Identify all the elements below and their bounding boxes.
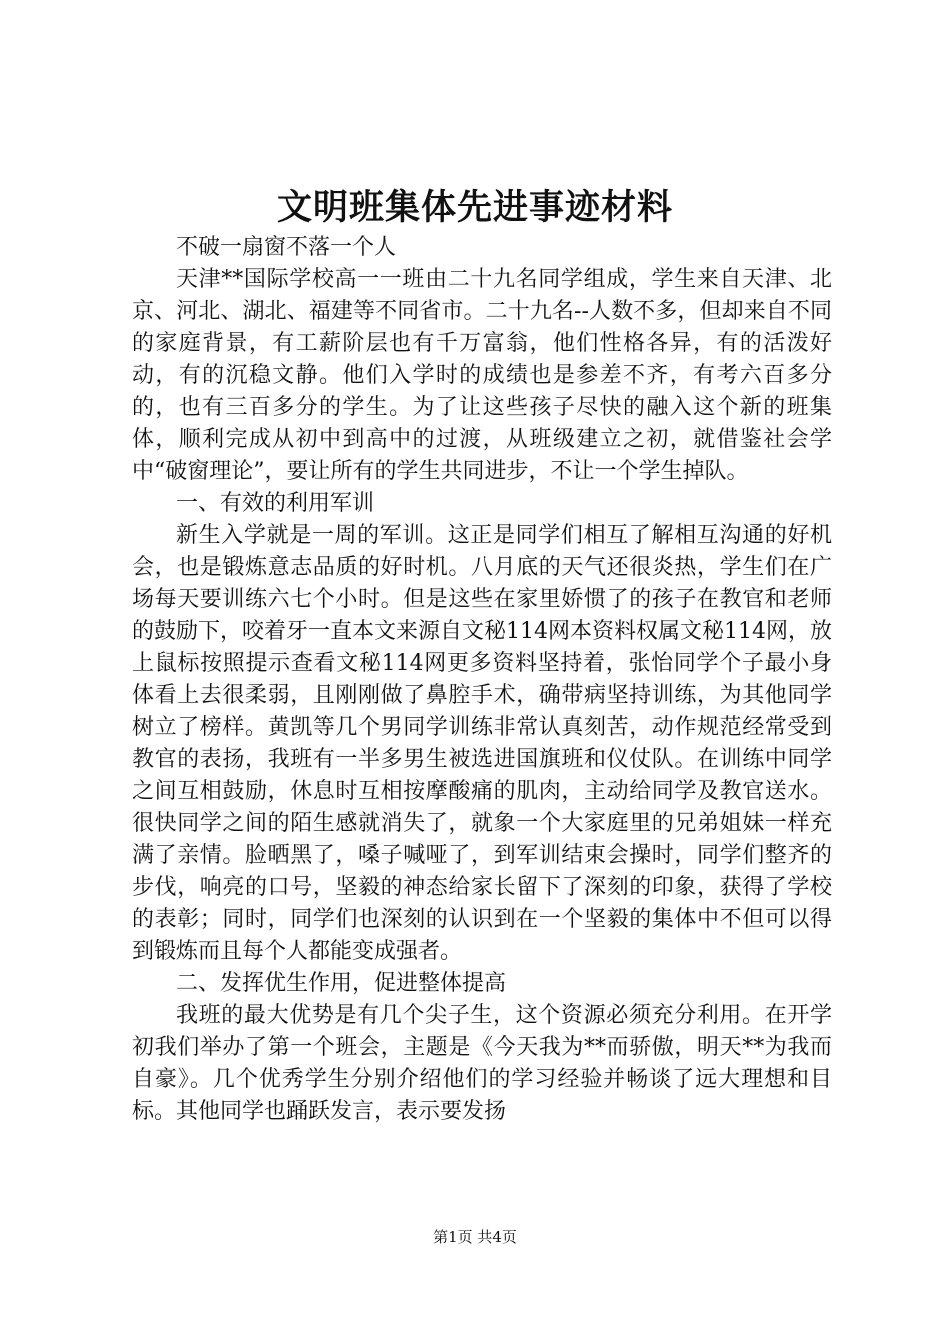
section-heading-1: 一、有效的利用军训 <box>176 491 375 516</box>
section-2-paragraph: 我班的最大优势是有几个尖子生，这个资源必须充分利用。在开学初我们举办了第一个班会，主题是《今天我为**而骄傲，明天**为我而自豪》。几个优秀学生分别介绍他们的学习经验并畅谈了远大理想和目标。其他同学也踊跃发言，表示要发扬 <box>132 1003 832 1124</box>
subtitle-paragraph: 不破一扇窗不落一个人 <box>176 235 397 260</box>
section-1-paragraph: 新生入学就是一周的军训。这正是同学们相互了解相互沟通的好机会，也是锻炼意志品质的好时机。八月底的天气还很炎热，学生们在广场每天要训练六七个小时。但是这些在家里娇惯了的孩子在教官和老师的鼓励下，咬着牙一直本文来源自文秘114网本资料权属文秘114网，放上鼠标按照提示查看文秘114网更多资料坚持着，张怡同学个子最小身体看上去很柔弱，且刚刚做了鼻腔手术，确带病坚持训练，为其他同学树立了榜样。黄凯等几个男同学训练非常认真刻苦，动作规范经常受到教官的表扬，我班有一半多男生被选进国旗班和仪仗队。在训练中同学之间互相鼓励，休息时互相按摩酸痛的肌肉，主动给同学及教官送水。很快同学之间的陌生感就消失了，就象一个大家庭里的兄弟姐妹一样充满了亲情。脸晒黑了，嗓子喊哑了，到军训结束会操时，同学们整齐的步伐，响亮的口号，坚毅的神态给家长留下了深刻的印象，获得了学校的表彰；同时，同学们也深刻的认识到在一个坚毅的集体中不但可以得到锻炼而且每个人都能变成强者。 <box>132 523 832 964</box>
intro-paragraph: 天津**国际学校高一一班由二十九名同学组成，学生来自天津、北京、河北、湖北、福建等不同省市。二十九名--人数不多，但却来自不同的家庭背景，有工薪阶层也有千万富翁，他们性格各异，有的活泼好动，有的沉稳文静。他们入学时的成绩也是参差不齐，有考六百多分的，也有三百多分的学生。为了让这些孩子尽快的融入这个新的班集体，顺利完成从初中到高中的过渡，从班级建立之初，就借鉴社会学中“破窗理论”，要让所有的学生共同进步，不让一个学生掉队。 <box>132 267 832 484</box>
section-heading-2: 二、发挥优生作用，促进整体提高 <box>176 971 507 996</box>
document-title: 文明班集体先进事迹材料 <box>276 187 673 228</box>
page-number-footer: 第1页 共4页 <box>433 1228 517 1246</box>
document-body <box>132 232 832 1128</box>
